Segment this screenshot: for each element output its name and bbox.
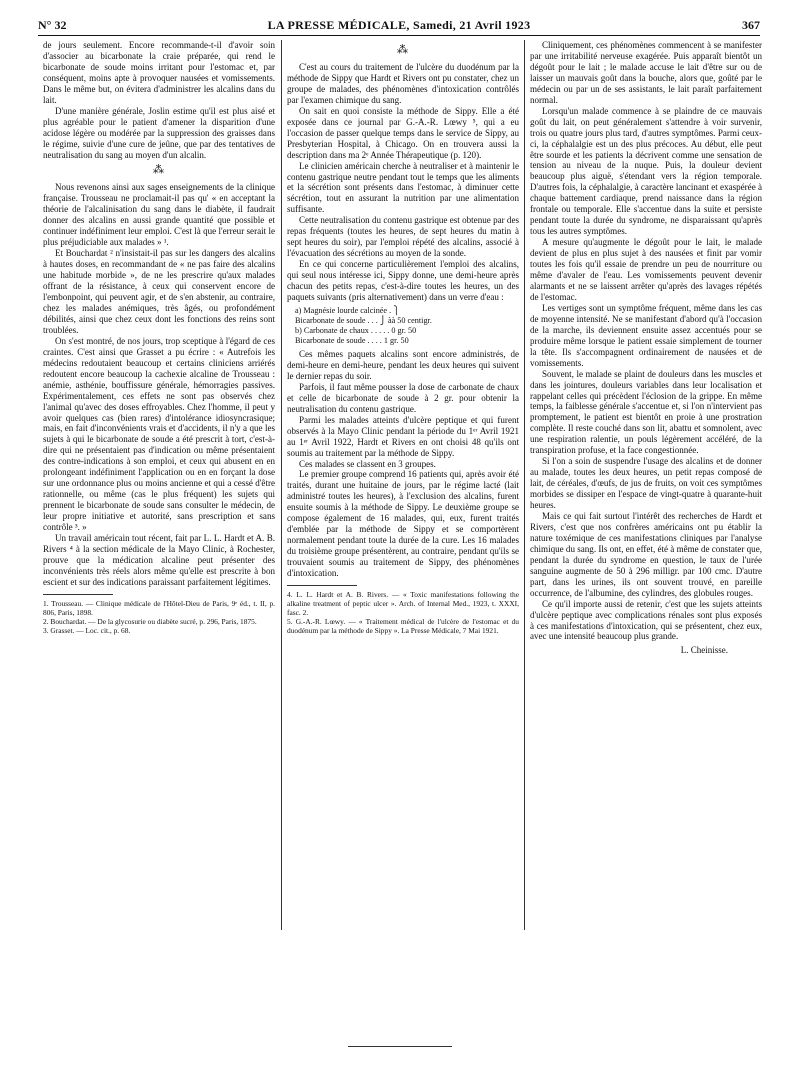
column-2 [287,40,519,635]
paragraph: Cliniquement, ces phénomènes commencent à se manifester par une irritabilité nerveuse exagérée. Puis apparaît bientôt un dégoût pour le lait ; le malade accuse le lait d'être sur ou de laisser un mauvais goût dans la bouche, alors que, goûté par le médecin ou par un de ses assistants, le lait paraît parfaitement normal. [530,40,762,105]
table-row: a) Magnésie lourde calcinée . ⎫ [295,305,400,315]
header-rule [38,35,760,36]
paragraph: Ces malades se classent en 3 groupes. [299,458,436,469]
paragraph: On sait en quoi consiste la méthode de Sippy. Elle a été exposée dans ce journal par G.-A.-R. Lœwy ⁵, qui a eu l'occasion de passer quelque temps dans le service de Sippy, au Presbyterian Hospital, à Chicago. On en trouvera aussi la description dans ma 2ᵉ Année Thérapeutique (p. 120). [287,105,519,160]
paragraph: Parmi les malades atteints d'ulcère peptique et qui furent observés à la Mayo Clinic pendant la période du 1ᵉʳ Avril 1921 au 1ᵉʳ Avril 1922, Hardt et Rivers en ont choisi 48 qu'ils ont soumis au traitement par la méthode de Sippy. [287,414,519,458]
column-3 [530,40,762,656]
table-row: Bicarbonate de soude . . . . 1 gr. 50 [295,335,409,345]
paragraph: Parfois, il faut même pousser la dose de carbonate de chaux et celle de bicarbonate de soude à 2 gr. pour obtenir la neutralisation du contenu gastrique. [287,381,519,414]
paragraph: A mesure qu'augmente le dégoût pour le lait, le malade devient de plus en plus sujet à des nausées et finit par vomir toutes les fois qu'il essaie de prendre un peu de nourriture ou même d'avaler de l'eau. Les vomissements peuvent devenir alarmants et ne se laissent arrêter qu'après des lavages répétés de l'estomac. [530,237,762,302]
prescription-table [295,306,519,346]
paragraph: de jours seulement. Encore recommande-t-il d'avoir soin d'associer au bicarbonate la craie préparée, qui rend le bicarbonate de soude moins irritant pour l'estomac et, par conséquent, moins apte à provoquer nausées et vomissements. Dans le même but, on évitera d'administrer les alcalins dans du lait. [43,40,275,105]
paragraph: Mais ce qui fait surtout l'intérêt des recherches de Hardt et Rivers, c'est que nos confrères américains ont pu établir la nature toxémique de ces manifestations cliniques par l'analyse chimique du sang. Ils ont, en effet, été à même de constater que, pendant la durée du syndrome en question, le taux de l'urée sanguine augmente de 50 à 296 milligr. par 100 cmc. D'autre part, dans les urines, ils ont souvent trouvé, en pareille occurrence, de l'albumine, des cylindres, des globules rouges. [530,510,762,598]
paragraph: Le clinicien américain cherche à neutraliser et à maintenir le contenu gastrique neutre pendant tout le temps que les aliments et la sécrétion sont présents dans l'estomac, à diminuer cette sécrétion, tout en assurant la nutrition par une alimentation suffisante. [287,160,519,215]
paragraph: Les vertiges sont un symptôme fréquent, même dans les cas de moyenne intensité. Ne se manifestant d'abord qu'à l'occasion de la marche, ils deviennent ensuite assez accentués pour se produire même lorsque le patient essaie simplement de tourner la tête. Ils s'accompagnent ordinairement de nausées et de vomissements. [530,302,762,368]
asterism-icon: ⁂ [397,44,409,56]
section-ornament [43,165,275,176]
paragraph: En ce qui concerne particulièrement l'emploi des alcalins, qui seul nous intéresse ici, Sippy donne, une demi-heure après chacun des petits repas, c'est-à-dire toutes les heures, un des paquets suivants (pris alternativement) dans un verre d'eau : [287,259,519,303]
footnote: 1. Trousseau. — Clinique médicale de l'Hôtel-Dieu de Paris, 9ᵉ éd., t. II, p. 806, Paris, 1898. [43,598,275,617]
paragraph: Lorsqu'un malade commence à se plaindre de ce mauvais goût du lait, on peut généralement s'attendre à voir survenir, trois ou quatre jours plus tard, d'autres symptômes. Parmi ceux-ci, la céphalalgie est un des plus précoces. Au début, elle peut être sourde et les patients la décrivent comme une sensation de tension au niveau de la nuque. Puis, la douleur devient beaucoup plus aiguë, s'étendant vers la région temporale. D'autres fois, la céphalalgie, à caractère lancinant et exaspérée à chaque battement cardiaque, prend naissance dans la région frontale ou temporale. Elle s'accentue dans la suite et persiste pendant toute la durée du syndrome, ne disparaissant qu'après tous les autres symptômes. [530,105,762,237]
footnote: 3. Grasset. — Loc. cit., p. 68. [43,626,131,636]
column-divider-1 [281,40,282,930]
paragraph: Souvent, le malade se plaint de douleurs dans les muscles et dans les jointures, douleurs variables dans leur localisation et rappelant celles qui précèdent l'éclosion de la grippe. En même temps, la faiblesse générale s'accentue et, si l'on n'intervient pas promptement, le patient est bientôt en proie à une prostration complète. Il reste couché dans son lit, abattu et somnolent, avec une respiration ralentie, un pouls légèrement accéléré, de la transpiration profuse, et la face congestionnée. [530,368,762,456]
paragraph: On s'est montré, de nos jours, trop sceptique à l'égard de ces craintes. C'est ainsi que Grasset a pu écrire : « Autrefois les médecins redoutaient beaucoup et certains cliniciens arriérés redoutent encore beaucoup la cachexie alcaline de Trousseau : anémie, asthénie, bouffissure générale, hémorragies passives. Expérimentalement, ces effets ne sont pas observés chez l'animal qu'avec des doses effroyables. Chez l'homme, il peut y avoir quelques cas (bien rares) d'intolérance idiosyncrasique; mais, en fait d'inconvénients vrais et d'accidents, il n'y a que les sujets à qui le bicarbonate de soude a été prescrit à tort, c'est-à-dire qui ne présentaient pas d'indication ou même présentaient des contre-indications à son emploi, et ceux qui abusent en en prolongeant indéfiniment l'application ou en en forçant la dose sur une ordonnance plus ou moins ancienne et qui a cessé d'être rationnelle, ou même (cas le plus fréquent) les sujets qui prennent le bicarbonate de soude sans consulter le médecin, de leur propre initiative et autorité, sans prescription et sans contrôle ³. » [43,335,275,533]
asterism-icon: ⁂ [153,164,165,177]
footnote: 5. G.-A.-R. Lœwy. — « Traitement médical de l'ulcère de l'estomac et du duodénum par la méthode de Sippy ». La Presse Médicale, 7 Mai 1921. [287,617,519,636]
page-number: 367 [742,18,760,32]
paragraph: Et Bouchardat ² n'insistait-il pas sur les dangers des alcalins à hautes doses, en recommandant de « ne pas faire des alcalins une habitude morbide », de ne les prescrire qu'aux malades offrant de la résistance, à ceux qui conservent encore de l'embonpoint, qui peuvent agir, et de s'en abstenir, au contraire, chez les malades anémiques, très âgés, ou profondément débilités, ainsi que chez ceux dont les fonctions des reins sont troublées. [43,248,275,335]
column-divider-2 [524,40,525,930]
column-1 [43,40,275,635]
paragraph: Un travail américain tout récent, fait par L. L. Hardt et A. B. Rivers ⁴ à la section médicale de la Mayo Clinic, à Rochester, prouve que la médication alcaline peut présenter des inconvénients très réels alors même qu'elle est prescrite à bon escient et sur des indications paraissant parfaitement légitimes. [43,532,275,587]
bottom-rule [348,1046,452,1047]
footnote: 2. Bouchardat. — De la glycosurie ou diabète sucré, p. 296, Paris, 1875. [43,616,257,626]
author-signature: L. Cheinisse. [680,645,728,656]
table-row: Bicarbonate de soude . . . ⎭ àà 50 centigr. [295,315,432,325]
issue-number: N° 32 [38,18,67,32]
paragraph: Nous revenons ainsi aux sages enseignements de la clinique française. Trousseau ne proclamait-il pas qu' « en acceptant la théorie de l'alcalinisation du sang dans le diabète, il faudrait donner des alcalins en aussi grande quantité que possible et continuer indéfiniment leur emploi. C'est là que l'erreur serait le plus préjudiciable aux malades » ¹. [43,182,275,248]
table-row: b) Carbonate de chaux . . . . . 0 gr. 50 [295,325,417,335]
paragraph: C'est au cours du traitement de l'ulcère du duodénum par la méthode de Sippy que Hardt et Rivers ont pu constater, chez un groupe de malades, des phénomènes d'intoxication contrôlés par l'examen chimique du sang. [287,62,519,105]
paragraph: D'une manière générale, Joslin estime qu'il est plus aisé et plus agréable pour le patient d'amener la disparition d'une acidose légère ou modérée par la suppression des graisses dans le régime, suivie d'une cure de jeûne, que par des tentatives de neutralisation du sang au moyen d'un alcalin. [43,105,275,160]
footnote-rule [43,594,113,595]
paragraph: Si l'on a soin de suspendre l'usage des alcalins et de donner au malade, toutes les deux heures, un petit repas composé de lait, de céréales, d'œufs, de jus de fruits, on voit ces symptômes morbides se dissiper en l'espace de vingt-quatre à quarante-huit heures. [530,456,762,511]
paragraph: Cette neutralisation du contenu gastrique est obtenue par des repas fréquents (toutes les heures, de sept heures du matin à sept heures du soir), par l'emploi répété des alcalins, associé à l'évacuation des sécrétions au moyen de la sonde. [287,215,519,259]
paragraph: Ce qu'il importe aussi de retenir, c'est que les sujets atteints d'ulcère peptique avec complications rénales sont plus exposés à ces manifestations d'intoxication, qui se présentent, chez eux, avec une intensité beaucoup plus grande. [530,598,762,642]
running-header [38,14,760,34]
paragraph: Ces mêmes paquets alcalins sont encore administrés, de demi-heure en demi-heure, pendant les deux heures qui suivent le dernier repas du soir. [287,348,519,381]
footnote-rule [287,585,357,586]
journal-title: LA PRESSE MÉDICALE, Samedi, 21 Avril 1923 [267,18,531,32]
section-ornament [287,45,519,56]
footnote: 4. L. L. Hardt et A. B. Rivers. — « Toxic manifestations following the alkaline treatment of peptic ulcer ». Arch. of Internal Med., 1923, t. XXXI, fasc. 2. [287,589,519,618]
paragraph: Le premier groupe comprend 16 patients qui, après avoir été traités, durant une huitaine de jours, par le régime lacté (lait administré toutes les heures), à l'exclusion des alcalins, furent ensuite soumis à la méthode de Sippy. Le deuxième groupe se compose également de 16 malades, qui, eux, furent traités d'emblée par la méthode de Sippy et se comportèrent normalement pendant toute la durée de la cure. Les 16 malades du troisième groupe présentèrent, au contraire, pendant qu'ils se trouvaient soumis au traitement de Sippy, des phénomènes d'intoxication. [287,469,519,579]
